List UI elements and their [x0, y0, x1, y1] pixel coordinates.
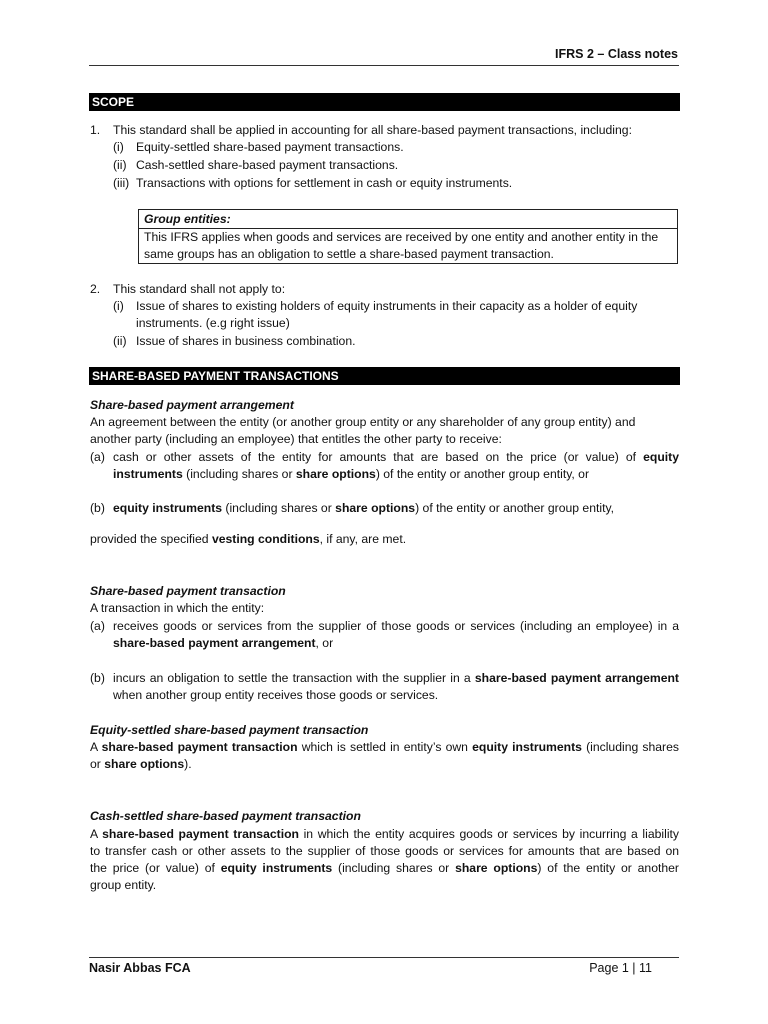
bold-term: share-based payment arrangement [113, 636, 316, 650]
group-entities-box [138, 209, 678, 264]
text-span: or [90, 757, 105, 771]
item-label: (a) [90, 450, 105, 464]
bold-term: share options [104, 757, 185, 771]
sub-item-text: instruments. (e.g right issue) [136, 316, 290, 330]
sub-number: (i) [113, 299, 124, 313]
page-number: Page 1 | 11 [589, 961, 652, 975]
sub-number: (i) [113, 140, 124, 154]
paragraph-line: A transaction in which the entity: [90, 601, 265, 615]
definition-title: Share-based payment arrangement [90, 398, 294, 412]
text-span: incurs an obligation to settle the transaction with the supplier in a [113, 671, 475, 685]
paragraph-line: group entity. [90, 878, 157, 892]
sub-number: (ii) [113, 334, 127, 348]
section-heading-sbpt: SHARE-BASED PAYMENT TRANSACTIONS [89, 367, 680, 385]
text-span: ). [184, 757, 192, 771]
paragraph-line [90, 739, 679, 756]
paragraph-line [113, 449, 679, 466]
list-number: 2. [90, 282, 101, 296]
list-number: 1. [90, 123, 101, 137]
text-span: ) of the entity or another group entity, [415, 501, 615, 515]
item-label: (b) [90, 671, 105, 685]
paragraph-line: receives goods or services from the supplier of those goods or services (including an employee) in a [113, 619, 679, 633]
item-label: (b) [90, 501, 105, 515]
sub-number: (ii) [113, 158, 127, 172]
footer-rule [89, 957, 679, 958]
text-span: (including shares or [222, 501, 336, 515]
paragraph-line [90, 826, 679, 843]
list-item-text: This standard shall be applied in accounting for all share-based payment transactions, including: [113, 123, 632, 137]
paragraph-line [113, 635, 333, 652]
box-body [139, 229, 677, 263]
text-span: , if any, are met. [319, 532, 407, 546]
definition-title: Cash-settled share-based payment transaction [90, 809, 361, 823]
text-span: ) of the entity or another group entity, or [375, 467, 590, 481]
text-span: the price (or value) of [90, 861, 221, 875]
paragraph-line [113, 466, 589, 483]
header-title: IFRS 2 – Class notes [555, 47, 678, 61]
text-span: A [90, 827, 103, 841]
text-span: (including shares [581, 740, 679, 754]
sub-number: (iii) [113, 176, 130, 190]
bold-term: share-based payment arrangement [474, 671, 679, 685]
item-label: (a) [90, 619, 105, 633]
text-span: A [90, 740, 102, 754]
paragraph-line: when another group entity receives those goods or services. [113, 688, 439, 702]
bold-term: share options [295, 467, 376, 481]
sub-item-text: Cash-settled share-based payment transactions. [136, 158, 399, 172]
paragraph-line [113, 500, 614, 517]
box-line: same groups has an obligation to settle a share-based payment transaction. [144, 247, 554, 261]
box-line: This IFRS applies when goods and services are received by one entity and another entity in the [144, 230, 659, 244]
text-span: (including shares or [332, 861, 456, 875]
sub-item-text: Transactions with options for settlement in cash or equity instruments. [136, 176, 513, 190]
text-span: which is settled in entity’s own [297, 740, 473, 754]
text-span: , or [315, 636, 334, 650]
text-span: ) of the entity or another [537, 861, 679, 875]
paragraph-line [113, 670, 679, 687]
bold-term: equity instruments [113, 501, 223, 515]
definition-title: Share-based payment transaction [90, 584, 286, 598]
sub-item-text: Issue of shares to existing holders of equity instruments in their capacity as a holder of equity [136, 299, 638, 313]
bold-term: share options [335, 501, 416, 515]
bold-term: share-based payment transaction [102, 827, 299, 841]
text-span: (including shares or [182, 467, 296, 481]
sub-item-text: Issue of shares in business combination. [136, 334, 356, 348]
text-span: provided the specified [90, 532, 212, 546]
paragraph-line: to transfer cash or other assets to the supplier of those goods or services for amounts that are based on [90, 844, 679, 858]
paragraph-line [90, 860, 679, 877]
box-title: Group entities: [139, 210, 677, 229]
definition-title: Equity-settled share-based payment transaction [90, 723, 369, 737]
bold-term: equity [643, 450, 679, 464]
bold-term: equity instruments [220, 861, 333, 875]
section-heading-scope: SCOPE [89, 93, 680, 111]
footer-author: Nasir Abbas FCA [89, 961, 191, 975]
bold-term: share-based payment transaction [101, 740, 298, 754]
bold-term: share options [455, 861, 538, 875]
list-item-text: This standard shall not apply to: [113, 282, 286, 296]
bold-term: vesting conditions [211, 532, 320, 546]
sub-item-text: Equity-settled share-based payment transactions. [136, 140, 404, 154]
text-span: in which the entity acquires goods or services by incurring a liability [298, 827, 680, 841]
bold-term: equity instruments [472, 740, 582, 754]
paragraph-line [90, 756, 192, 773]
paragraph-line: another party (including an employee) that entitles the other party to receive: [90, 432, 502, 446]
bold-term: instruments [113, 467, 183, 481]
header-rule [89, 65, 679, 66]
paragraph-line [90, 531, 406, 548]
text-span: cash or other assets of the entity for amounts that are based on the price (or value) of [113, 450, 637, 464]
paragraph-line: An agreement between the entity (or another group entity or any shareholder of any group entity) and [90, 415, 636, 429]
